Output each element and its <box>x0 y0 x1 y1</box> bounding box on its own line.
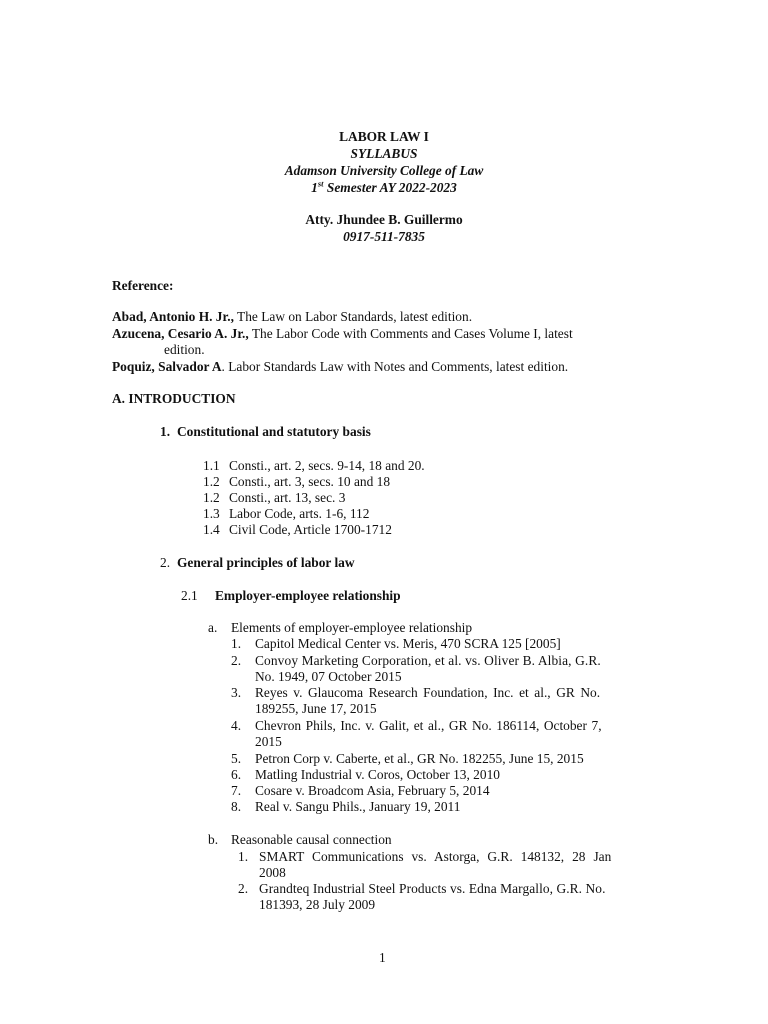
list-letter: b. <box>208 832 219 847</box>
case-text: Chevron Phils, Inc. v. Galit, et al., GR No. 186114, October 7, <box>255 718 602 733</box>
case-text: Grandteq Industrial Steel Products vs. Edna Margallo, G.R. No. <box>259 881 606 896</box>
reference-item <box>112 308 472 325</box>
list-item-number: 1.4 <box>203 522 220 537</box>
case-text: SMART Communications vs. Astorga, G.R. 148132, 28 Jan <box>259 849 612 864</box>
case-number: 2. <box>231 653 242 668</box>
subsection-title: General principles of labor law <box>177 555 355 570</box>
case-number: 7. <box>231 783 242 798</box>
subsection-title: Constitutional and statutory basis <box>177 424 371 439</box>
case-text-continued: No. 1949, 07 October 2015 <box>255 669 402 684</box>
semester-line <box>0 179 768 196</box>
reference-author: Azucena, Cesario A. Jr., <box>112 326 249 341</box>
case-number: 1. <box>238 849 249 864</box>
course-title: LABOR LAW I <box>339 129 429 144</box>
case-text-continued: 2008 <box>259 865 286 880</box>
reference-author: Poquiz, Salvador A <box>112 359 222 374</box>
case-number: 1. <box>231 636 242 651</box>
reference-title: . Labor Standards Law with Notes and Comments, latest edition. <box>221 359 569 374</box>
list-heading: Elements of employer-employee relationship <box>231 620 473 635</box>
case-text-continued: 189255, June 17, 2015 <box>255 701 377 716</box>
case-text: Petron Corp v. Caberte, et al., GR No. 182255, June 15, 2015 <box>255 751 584 766</box>
case-number: 2. <box>238 881 249 896</box>
case-number: 8. <box>231 799 242 814</box>
reference-item <box>112 358 568 375</box>
reference-continuation: edition. <box>164 342 205 357</box>
subsection-number: 2.1 <box>181 588 198 603</box>
case-text: Convoy Marketing Corporation, et al. vs. Oliver B. Albia, G.R. <box>255 653 601 668</box>
section-heading: A. INTRODUCTION <box>112 391 236 406</box>
list-item-text: Consti., art. 2, secs. 9-14, 18 and 20. <box>229 458 425 473</box>
semester-suffix: st <box>317 178 324 189</box>
case-text-continued: 2015 <box>255 734 282 749</box>
school-name: Adamson University College of Law <box>284 163 484 178</box>
reference-title: The Law on Labor Standards, latest edition. <box>233 309 473 324</box>
case-number: 6. <box>231 767 242 782</box>
reference-heading: Reference: <box>112 278 174 293</box>
list-item-text: Consti., art. 13, sec. 3 <box>229 490 346 505</box>
reference-author: Abad, Antonio H. Jr., <box>112 309 234 324</box>
professor-name: Atty. Jhundee B. Guillermo <box>305 212 463 227</box>
reference-item <box>112 325 573 342</box>
professor-phone: 0917-511-7835 <box>343 229 425 244</box>
case-text: Cosare v. Broadcom Asia, February 5, 2014 <box>255 783 490 798</box>
page-number: 1 <box>379 950 386 965</box>
list-item-text: Consti., art. 3, secs. 10 and 18 <box>229 474 391 489</box>
subsection-title: Employer-employee relationship <box>215 588 401 603</box>
case-text: Reyes v. Glaucoma Research Foundation, Inc. et al., GR No. <box>255 685 601 700</box>
case-number: 4. <box>231 718 242 733</box>
list-item-number: 1.2 <box>203 474 220 489</box>
case-text-continued: 181393, 28 July 2009 <box>259 897 376 912</box>
case-text: Real v. Sangu Phils., January 19, 2011 <box>255 799 461 814</box>
reference-title: The Labor Code with Comments and Cases Volume I, latest <box>248 326 573 341</box>
subsection-number: 2. <box>160 555 171 570</box>
case-text: Capitol Medical Center vs. Meris, 470 SCRA 125 [2005] <box>255 636 561 651</box>
doc-type: SYLLABUS <box>350 146 418 161</box>
list-item-text: Labor Code, arts. 1-6, 112 <box>229 506 370 521</box>
case-number: 3. <box>231 685 242 700</box>
subsection-number: 1. <box>160 424 171 439</box>
list-letter: a. <box>208 620 218 635</box>
list-item-text: Civil Code, Article 1700-1712 <box>229 522 392 537</box>
semester-text: Semester AY 2022-2023 <box>323 180 457 195</box>
list-item-number: 1.2 <box>203 490 220 505</box>
list-heading: Reasonable causal connection <box>231 832 392 847</box>
list-item-number: 1.1 <box>203 458 220 473</box>
semester-number: 1 <box>311 180 318 195</box>
case-number: 5. <box>231 751 242 766</box>
list-item-number: 1.3 <box>203 506 220 521</box>
case-text: Matling Industrial v. Coros, October 13, 2010 <box>255 767 500 782</box>
